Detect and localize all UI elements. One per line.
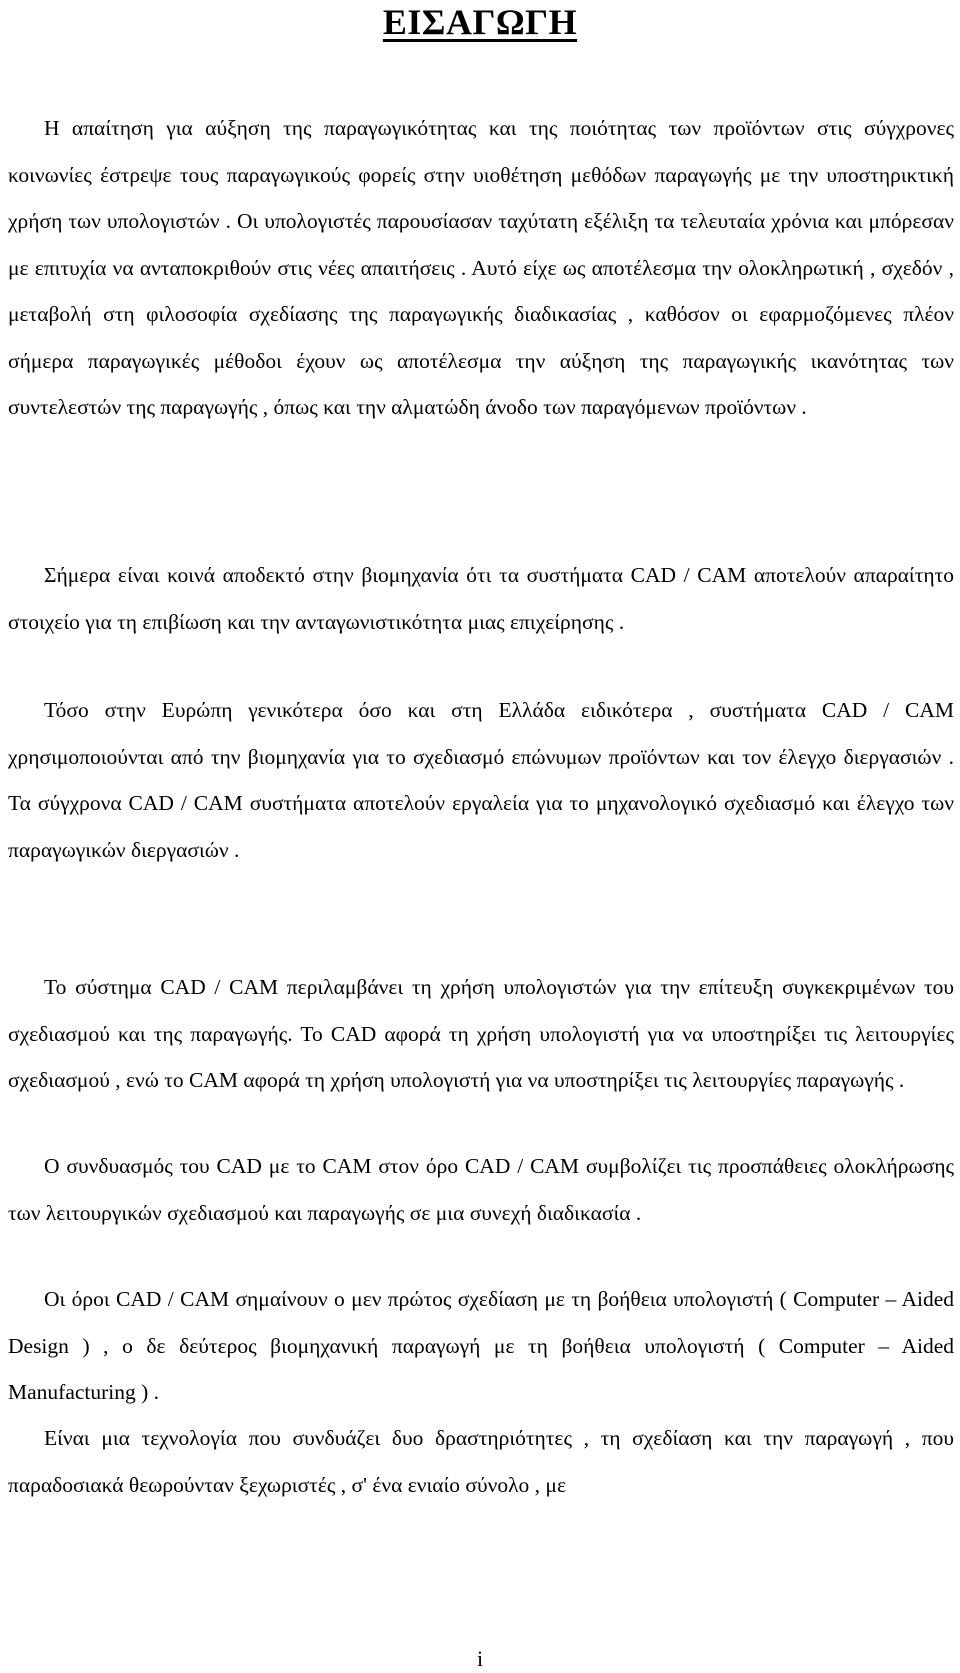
paragraph-1: Η απαίτηση για αύξηση της παραγωγικότητας και της ποιότητας των προϊόντων στις σύγχρονες κοινωνίες έστρεψε τους παραγωγικούς φορείς στην υιοθέτηση μεθόδων παραγωγής με την υποστηρικτική χρήση των υπολογιστών . Οι υπολογιστές παρουσίασαν ταχύτατη εξέλιξη τα τελευταία χρόνια και μπόρεσαν με επιτυχία να ανταποκριθούν στις νέες απαιτήσεις . Αυτό είχε ως αποτέλεσμα την ολοκληρωτική , σχεδόν , μεταβολή στη φιλοσοφία σχεδίασης της παραγωγικής διαδικασίας , καθόσον οι εφαρμοζόμενες πλέον σήμερα παραγωγικές μέθοδοι έχουν ως αποτέλεσμα την αύξηση της παραγωγικής ικανότητας των συντελεστών της παραγωγής , όπως και την αλματώδη άνοδο των παραγόμενων προϊόντων . <box>8 116 954 419</box>
paragraph-7: Είναι μια τεχνολογία που συνδυάζει δυο δραστηριότητες , τη σχεδίαση και την παραγωγή , που παραδοσιακά θεωρούνταν ξεχωριστές , σ' ένα ενιαίο σύνολο , με <box>8 1426 954 1497</box>
paragraph-6: Οι όροι CAD / CAM σημαίνουν ο μεν πρώτος σχεδίαση με τη βοήθεια υπολογιστή ( Computer – Aided Design ) , ο δε δεύτερος βιομηχανική παραγωγή με τη βοήθεια υπολογιστή ( Computer – Aided Manufacturing ) . <box>8 1287 954 1404</box>
page-number: i <box>476 1646 484 1671</box>
paragraph-5: Ο συνδυασμός του CAD με το CAM στον όρο CAD / CAM συμβολίζει τις προσπάθειες ολοκλήρωσης των λειτουργικών σχεδιασμού και παραγωγής σε μια συνεχή διαδικασία . <box>8 1154 954 1225</box>
paragraph-2: Σήμερα είναι κοινά αποδεκτό στην βιομηχανία ότι τα συστήματα CAD / CAM αποτελούν απαραίτητο στοιχείο για τη επιβίωση και την ανταγωνιστικότητα μιας επιχείρησης . <box>8 563 954 634</box>
paragraph-3: Τόσο στην Ευρώπη γενικότερα όσο και στη Ελλάδα ειδικότερα , συστήματα CAD / CAM χρησιμοποιούνται από την βιομηχανία για το σχεδιασμό επώνυμων προϊόντων και τον έλεγχο διεργασιών . Τα σύγχρονα CAD / CAM συστήματα αποτελούν εργαλεία για το μηχανολογικό σχεδιασμό και έλεγχο των παραγωγικών διεργασιών . <box>8 698 954 862</box>
page-title: ΕΙΣΑΓΩΓΗ <box>382 2 578 42</box>
paragraph-4: Το σύστημα CAD / CAM περιλαμβάνει τη χρήση υπολογιστών για την επίτευξη συγκεκριμένων του σχεδιασμού και της παραγωγής. Το CAD αφορά τη χρήση υπολογιστή για να υποστηρίξει τις λειτουργίες σχεδιασμού , ενώ το CAM αφορά τη χρήση υπολογιστή για να υποστηρίξει τις λειτουργίες παραγωγής . <box>8 975 954 1092</box>
